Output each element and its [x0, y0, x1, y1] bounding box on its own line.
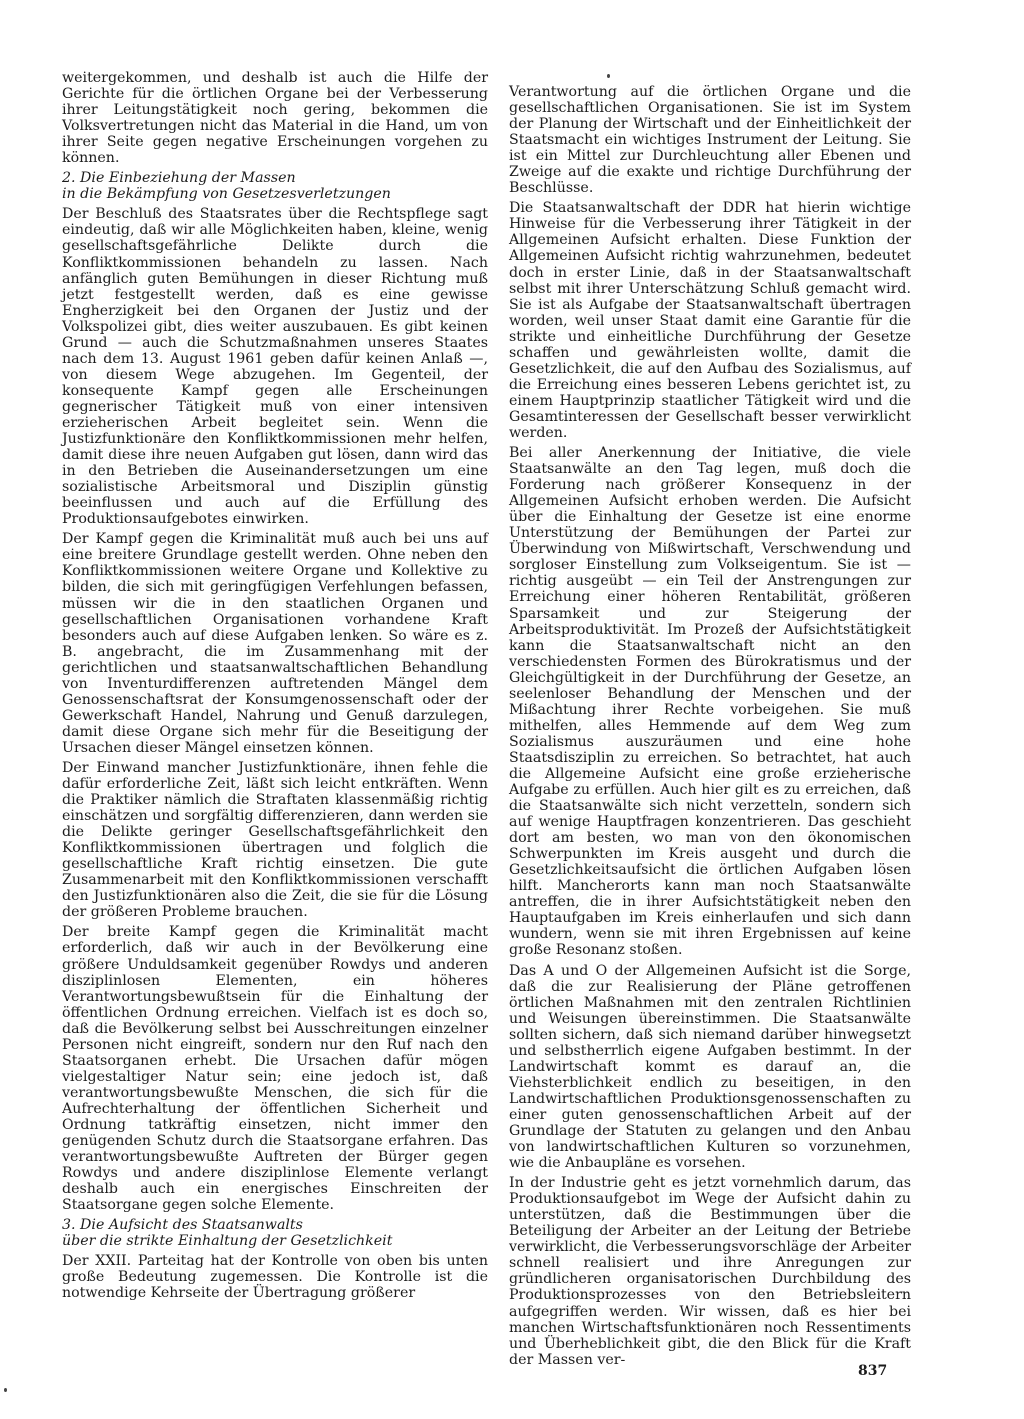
right-column: [509, 84, 911, 1372]
paragraph: In der Industrie geht es jetzt vornehmlich darum, das Produktionsaufgebot im Wege der Aufsicht dahin zu unterstützen, daß die Bestimmungen über die Beteiligung der Arbeiter an der Leitung der Betriebe verwirklicht, die Verbesserungsvorschläge der Arbeiter schnell realisiert und ihre Anregungen zur gründlicheren organisatorischen Durchbildung des Produktionsprozesses von den Betriebsleitern aufgegriffen werden. Wir wissen, daß es hier bei manchen Wirtschaftsfunktionären noch Ressentiments und Überheblichkeit gibt, die den Blick für die Kraft der Massen ver-: [509, 1175, 911, 1368]
paragraph: Der breite Kampf gegen die Kriminalität macht erforderlich, daß wir auch in der Bevölkerung eine größere Unduldsamkeit gegenüber Rowdys und anderen disziplinlosen Elementen, ein höheres Verantwortungsbewußtsein für die Einhaltung der öffentlichen Ordnung erreichen. Vielfach ist es doch so, daß die Bevölkerung selbst bei Ausschreitungen einzelner Personen nicht eingreift, sondern nur den Ruf nach den Staatsorganen erhebt. Die Ursachen dafür mögen vielgestaltiger Natur sein; eine jedoch ist, daß verantwortungsbewußte Menschen, die sich für die Aufrechterhaltung der öffentlichen Sicherheit und Ordnung tatkräftig einsetzen, nicht immer den genügenden Schutz durch die Staatsorgane erfahren. Das verantwortungsbewußte Auftreten der Bürger gegen Rowdys und andere disziplinlose Elemente verlangt deshalb auch ein energisches Einschreiten der Staatsorgane gegen solche Elemente.: [62, 924, 488, 1214]
paragraph: Der Einwand mancher Justizfunktionäre, ihnen fehle die dafür erforderliche Zeit, läßt sich leicht entkräften. Wenn die Praktiker nämlich die Straftaten klassenmäßig richtig einschätzen und sorgfältig differenzieren, dann werden sie die Delikte geringer Gesellschaftsgefährlichkeit den Konfliktkommissionen übertragen und folglich die gesellschaftliche Kraft richtig einsetzen. Die gute Zusammenarbeit mit den Konfliktkommissionen verschafft den Justizfunktionären also die Zeit, die sie für die Lösung der größeren Probleme brauchen.: [62, 759, 488, 921]
paragraph-intro: weitergekommen, und deshalb ist auch die Hilfe der Gerichte für die örtlichen Organe bei der Verbesserung ihrer Leitungstätigkeit noch gering, bekommen die Volksvertretungen nicht das Material in die Hand, um von ihrer Seite gegen negative Erscheinungen vorgehen zu können.: [62, 70, 488, 167]
paragraph: Der XXII. Parteitag hat der Kontrolle von oben bis unten große Bedeutung zugemessen. Die Kontrolle ist die notwendige Kehrseite der Übertragung größerer: [62, 1253, 488, 1302]
section-heading-3-line1: 3. Die Aufsicht des Staatsanwalts: [62, 1217, 303, 1234]
section-heading-2-line2: in die Bekämpfung von Gesetzesverletzungen: [62, 186, 391, 203]
paragraph: Der Beschluß des Staatsrates über die Rechtspflege sagt eindeutig, daß wir alle Möglichkeiten haben, kleine, wenig gesellschaftsgefährliche Delikte durch die Konfliktkommissionen behandeln zu lassen. Nach anfänglich guten Bemühungen in dieser Richtung muß jetzt festgestellt werden, daß es eine gewisse Engherzigkeit bei den Organen der Justiz und der Volkspolizei gibt, dies weiter auszubauen. Es gibt keinen Grund — auch die Schutzmaßnahmen unseres Staates nach dem 13. August 1961 geben dafür keinen Anlaß —, von diesem Wege abzugehen. Im Gegenteil, der konsequente Kampf gegen alle Erscheinungen gegnerischer Tätigkeit muß von einer intensiven erzieherischen Arbeit begleitet sein. Wenn die Justizfunktionäre den Konfliktkommissionen mehr helfen, damit diese ihre neuen Aufgaben gut lösen, dann wird das in den Betrieben die Auseinandersetzungen um eine sozialistische Arbeitsmoral und Disziplin günstig beeinflussen und auch auf die Erfüllung des Produktionsaufgebotes einwirken.: [62, 206, 488, 528]
print-speck: [4, 1388, 7, 1392]
paragraph: Verantwortung auf die örtlichen Organe und die gesellschaftlichen Organisationen. Sie ist im System der Planung der Wirtschaft und der Einheitlichkeit der Staatsmacht ein wichtiges Instrument der Leitung. Sie ist ein Mittel zur Durchleuchtung aller Ebenen und Zweige auf die exakte und richtige Durchführung der Beschlüsse.: [509, 84, 911, 197]
paragraph: Bei aller Anerkennung der Initiative, die viele Staatsanwälte an den Tag legen, muß doch die Forderung nach größerer Konsequenz in der Allgemeinen Aufsicht erhoben werden. Die Aufsicht über die Einhaltung der Gesetze ist eine enorme Unterstützung der Bemühungen der Partei zur Überwindung von Mißwirtschaft, Verschwendung und sorgloser Einstellung zum Volkseigentum. Sie ist — richtig ausgeübt — ein Teil der Anstrengungen zur Erreichung einer höheren Rentabilität, größeren Sparsamkeit und zur Steigerung der Arbeitsproduktivität. Im Prozeß der Aufsichtstätigkeit kann die Staatsanwaltschaft nicht an den verschiedensten Formen des Bürokratismus und der Gleichgültigkeit in der Durchführung der Gesetze, an seelenloser Behandlung der Menschen und der Mißachtung ihrer Rechte vorbeigehen. Sie muß mithelfen, alles Hemmende auf dem Weg zum Sozialismus auszuräumen und eine hohe Staatsdisziplin zu erreichen. So betrachtet, hat auch die Allgemeine Aufsicht eine große erzieherische Aufgabe zu erfüllen. Auch hier gilt es zu erreichen, daß die Staatsanwälte sich nicht verzetteln, sondern sich auf wenige Hauptfragen konzentrieren. Das geschieht dort am besten, wo man von den ökonomischen Schwerpunkten im Kreis ausgeht und durch die Gesetzlichkeitsaufsicht die örtlichen Aufgaben lösen hilft. Mancherorts kann man noch Staatsanwälte antreffen, die in ihrer Aufsichtstätigkeit neben den Hauptaufgaben im Kreis einherlaufen und sich dann wundern, wenn sie mit ihren Ergebnissen auf keine große Resonanz stoßen.: [509, 445, 911, 959]
section-heading-3: [62, 1217, 488, 1249]
paragraph: Der Kampf gegen die Kriminalität muß auch bei uns auf eine breitere Grundlage gestellt werden. Ohne neben den Konfliktkommissionen weitere Organe und Kollektive zu bilden, die sich mit geringfügigen Verfehlungen befassen, müssen wir die in den staatlichen Organen und gesellschaftlichen Organisationen vorhandene Kraft besonders auch auf diese Aufgaben lenken. So wäre es z. B. angebracht, die im Zusammenhang mit der gerichtlichen und staatsanwaltschaftlichen Behandlung von Inventurdifferenzen auftretenden Mängel dem Genossenschaftsrat der Konsumgenossenschaft oder der Gewerkschaft Handel, Nahrung und Genuß darzulegen, damit diese Organe sich mehr für die Beseitigung der Ursachen dieser Mängel einsetzen können.: [62, 531, 488, 756]
section-heading-3-line2: über die strikte Einhaltung der Gesetzlichkeit: [62, 1233, 393, 1250]
section-heading-2-line1: 2. Die Einbeziehung der Massen: [62, 170, 296, 187]
left-column: [62, 70, 488, 1306]
paragraph: Das A und O der Allgemeinen Aufsicht ist die Sorge, daß die zur Realisierung der Pläne getroffenen örtlichen Maßnahmen mit den zentralen Richtlinien und Weisungen übereinstimmen. Die Staatsanwälte sollten sichern, daß sich niemand darüber hinwegsetzt und selbstherrlich eigene Aufgaben bestimmt. In der Landwirtschaft kommt es darauf an, die Viehsterblichkeit endlich zu beseitigen, in den Landwirtschaftlichen Produktionsgenossenschaften zu einer guten genossenschaftlichen Arbeit auf der Grundlage der Statuten zu gelangen und den Anbau von landwirtschaftlichen Kulturen so vorzunehmen, wie die Anbaupläne es vorsehen.: [509, 962, 911, 1172]
section-heading-2: [62, 170, 488, 202]
page-number: 837: [858, 1363, 888, 1379]
print-speck: [607, 74, 610, 78]
paragraph: Die Staatsanwaltschaft der DDR hat hierin wichtige Hinweise für die Verbesserung ihrer Tätigkeit in der Allgemeinen Aufsicht erhalten. Diese Funktion der Allgemeinen Aufsicht richtig wahrzunehmen, bedeutet doch in erster Linie, daß in der Staatsanwaltschaft selbst mit ihrer Unterschätzung Schluß gemacht wird. Sie ist als Aufgabe der Staatsanwaltschaft übertragen worden, weil unser Staat damit eine Garantie für die strikte und einheitliche Durchführung der Gesetze schaffen und gewährleisten wollte, damit die Gesetzlichkeit, die auf den Aufbau des Sozialismus, auf die Erreichung eines besseren Lebens gerichtet ist, zu einem Hauptprinzip staatlicher Tätigkeit wird und die Gesamtinteressen der Gesellschaft besser verwirklicht werden.: [509, 200, 911, 441]
